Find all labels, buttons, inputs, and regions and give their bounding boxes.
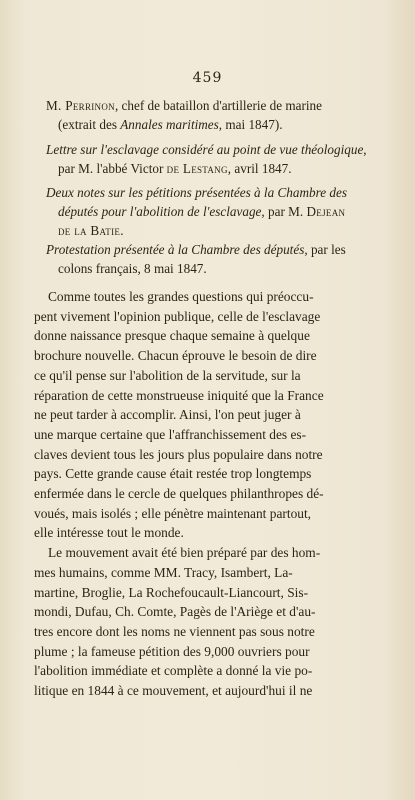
publication-title: Annales maritimes <box>120 117 219 132</box>
bibliography-entry-dejean: Deux notes sur les pétitions présentées à la Chambre des députés pour l'abolition de l'esclavage, par M. Dejean de la Batie. <box>46 185 347 238</box>
text-line: ne peut tarder à accomplir. Ainsi, l'on peut juger à <box>34 407 301 423</box>
work-title: Deux notes sur les pétitions présentées à la Chambre des <box>46 185 347 200</box>
author-name-cont: de la Batie <box>58 223 121 238</box>
text-line: elle intéresse tout le monde. <box>34 525 184 541</box>
body-text <box>34 287 369 701</box>
work-title: Lettre sur l'esclavage considéré au point de vue théologique <box>46 142 364 157</box>
text-line: brochure nouvelle. Chacun éprouve le besoin de dire <box>34 348 317 364</box>
text-line: pent vivement l'opinion publique, celle de l'esclavage <box>34 308 321 324</box>
paragraph-1 <box>34 287 369 543</box>
text-line: mondi, Dufau, Ch. Comte, Pagès de l'Ariège et d'au- <box>34 604 316 620</box>
bibliography-entry-protestation: Protestation présentée à la Chambre des députés, par les colons français, 8 mai 1847. <box>46 242 346 276</box>
text-line: enfermée dans le cercle de quelques philanthropes dé- <box>34 486 324 502</box>
work-title-cont: députés pour l'abolition de l'esclavage <box>58 204 262 219</box>
text-line: une marque certaine que l'affranchissement des es- <box>34 426 307 442</box>
text-line: martine, Broglie, La Rochefoucault-Liancourt, Sis- <box>34 584 309 600</box>
page-number: 459 <box>192 70 223 86</box>
text-line: plume ; la fameuse pétition des 9,000 ouvriers pour <box>34 643 310 659</box>
text-line: l'abolition immédiate et complète a donné la vie po- <box>34 663 313 679</box>
paragraph-2 <box>34 543 369 701</box>
text-line: pays. Cette grande cause était restée trop longtemps <box>34 466 312 482</box>
author-name: M. Perrinon <box>46 98 115 113</box>
bibliography-entry-perrinon: M. Perrinon, chef de bataillon d'artillerie de marine (extrait des Annales maritimes, mai 1847). <box>46 98 323 132</box>
text-line: Comme toutes les grandes questions qui préoccu- <box>48 289 314 304</box>
text-line: réparation de cette monstrueuse iniquité que la France <box>34 387 324 403</box>
text-line: donne naissance presque chaque semaine à quelque <box>34 328 310 344</box>
text-line: litique en 1844 à ce mouvement, et aujourd'hui il ne <box>34 683 313 699</box>
text-line: ce qu'il pense sur l'abolition de la servitude, sur la <box>34 367 301 383</box>
text-line: tres encore dont les noms ne viennent pas sous notre <box>34 623 315 639</box>
author-name: de Lestang <box>166 161 228 176</box>
text-line: mes humains, comme MM. Tracy, Isambert, La- <box>34 564 293 580</box>
work-title: Protestation présentée à la Chambre des députés <box>46 242 305 257</box>
text-line: Le mouvement avait été bien préparé par des hom- <box>48 545 321 561</box>
bibliography-entry-lestang: Lettre sur l'esclavage considéré au point de vue théologique, par M. l'abbé Victor de Lestang, avril 1847. <box>46 142 367 176</box>
text-line: claves devient tous les jours plus populaire dans notre <box>34 446 323 462</box>
author-name: Dejean <box>306 204 346 219</box>
text-line: voués, mais isolés ; elle pénètre maintenant partout, <box>34 505 312 521</box>
